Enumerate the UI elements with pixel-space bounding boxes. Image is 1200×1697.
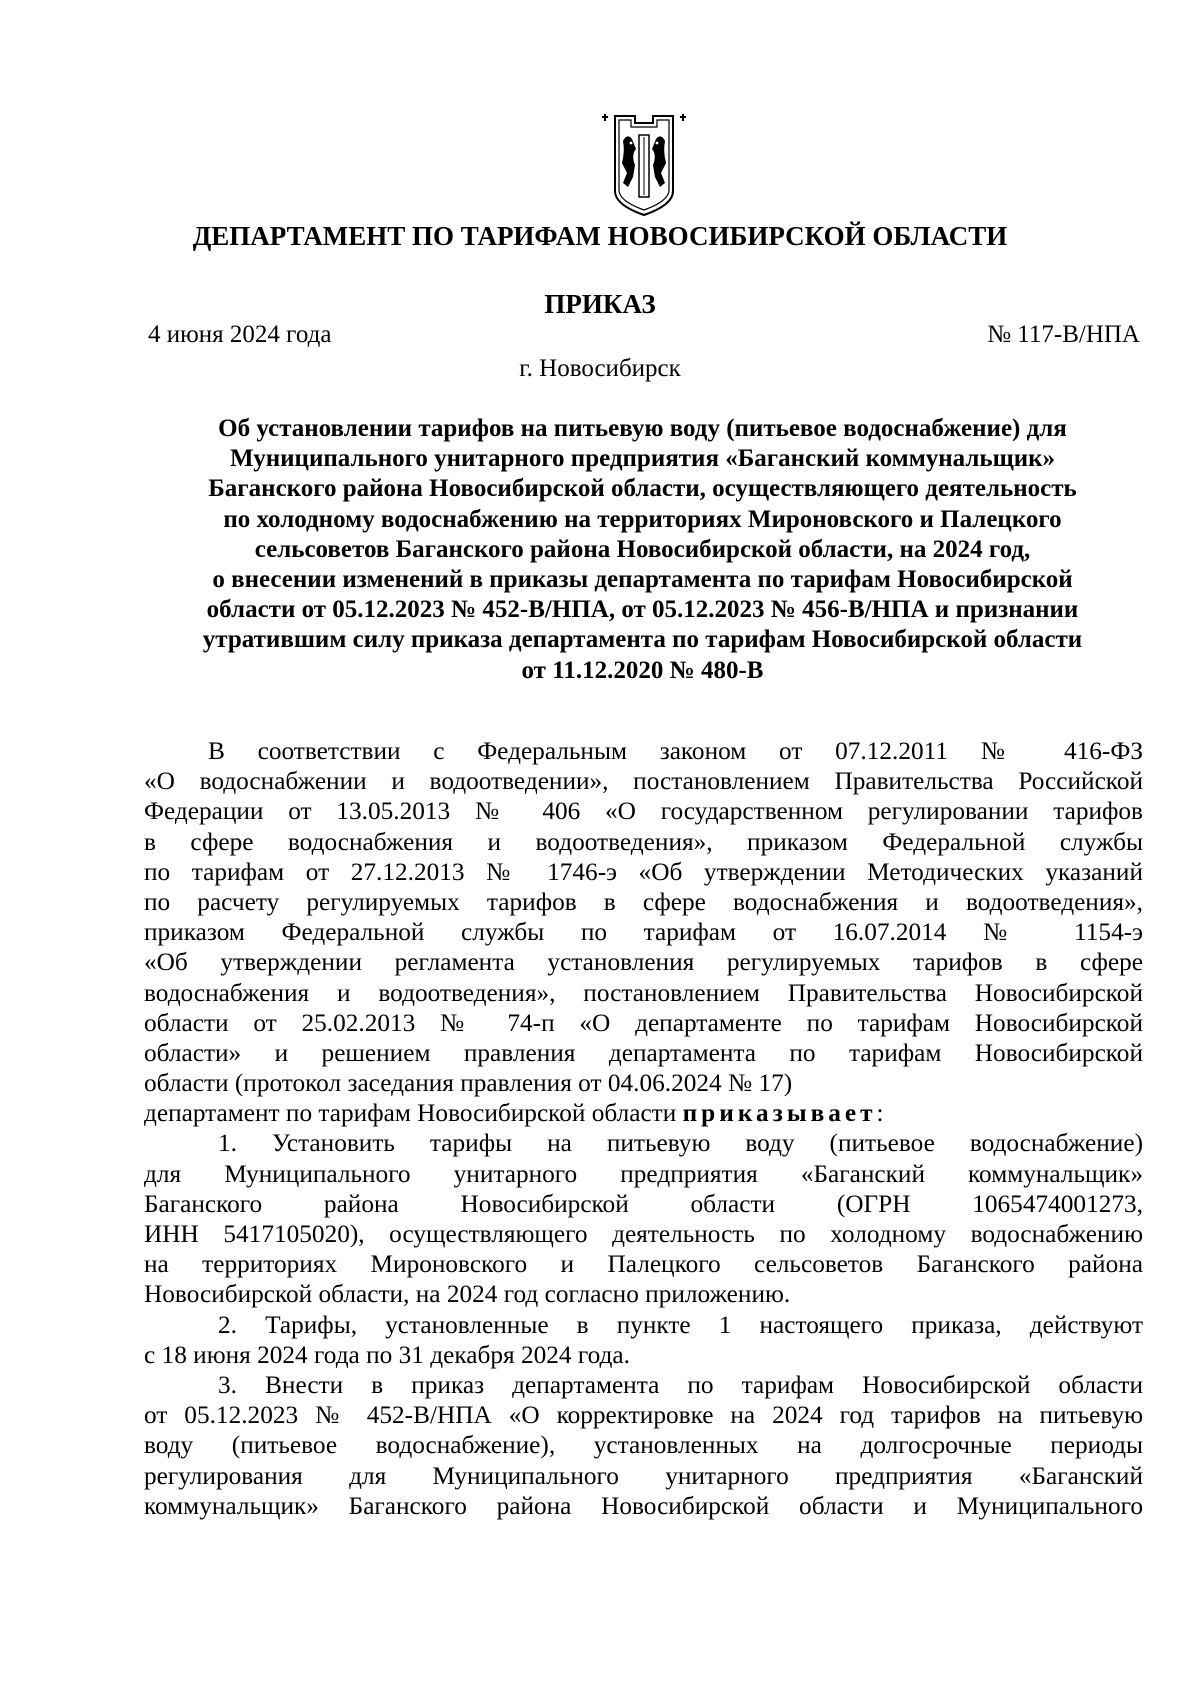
resolution-verb: приказывает (682, 1099, 877, 1128)
preamble-line: «О водоснабжении и водоотведении», постановлением Правительства Российской (144, 767, 1143, 796)
order-body (144, 736, 1143, 1521)
department-title: ДЕПАРТАМЕНТ ПО ТАРИФАМ НОВОСИБИРСКОЙ ОБЛАСТИ (192, 221, 1008, 251)
item-2-line: с 18 июня 2024 года по 31 декабря 2024 года. (144, 1340, 630, 1369)
order-date: 4 июня 2024 года (148, 321, 332, 348)
resolution-suffix: : (876, 1099, 884, 1128)
document-type-title: ПРИКАЗ (544, 289, 656, 319)
preamble-line: области от 25.02.2013 № 74-п «О департаменте по тарифам Новосибирской (144, 1008, 1143, 1037)
preamble-line: области» и решением правления департамента по тарифам Новосибирской (144, 1038, 1143, 1067)
item-1-line: Баганского района Новосибирской области (ОГРН 1065474001273, (144, 1189, 1143, 1218)
item-1-line: для Муниципального унитарного предприятия «Баганский коммунальщик» (144, 1159, 1143, 1188)
preamble-line: «Об утверждении регламента установления регулируемых тарифов в сфере (144, 948, 1143, 977)
order-city: г. Новосибирск (519, 355, 681, 382)
subject-line: Об установлении тарифов на питьевую воду (питьевое водоснабжение) для (218, 415, 1067, 442)
preamble-line: водоснабжения и водоотведения», постановлением Правительства Новосибирской (144, 978, 1143, 1007)
preamble-line: В соответствии с Федеральным законом от 07.12.2011 № 416-ФЗ (208, 737, 1143, 765)
resolution-line (144, 1098, 1143, 1128)
subject-line: Муниципального унитарного предприятия «Баганский коммунальщик» (229, 445, 1056, 473)
preamble-line: по расчету регулируемых тарифов в сфере водоснабжения и водоотведения», (144, 887, 1143, 916)
subject-line: сельсоветов Баганского района Новосибирской области, на 2024 год, (254, 535, 1031, 563)
preamble-line: в сфере водоснабжения и водоотведения», приказом Федеральной службы (144, 827, 1143, 856)
item-1-line: Новосибирской области, на 2024 год согласно приложению. (144, 1280, 791, 1309)
item-3-line: воду (питьевое водоснабжение), установленных на долгосрочные периоды (144, 1431, 1143, 1460)
item-3-line: коммунальщик» Баганского района Новосибирской области и Муниципального (144, 1491, 1143, 1520)
subject-line: утратившим силу приказа департамента по тарифам Новосибирской области (202, 626, 1083, 654)
item-2-line: 2. Тарифы, установленные в пункте 1 настоящего приказа, действуют (218, 1310, 1143, 1339)
subject-line: от 11.12.2020 № 480-В (521, 656, 764, 684)
item-1-line: 1. Установить тарифы на питьевую воду (питьевое водоснабжение) (218, 1129, 1143, 1158)
resolution-prefix: департамент по тарифам Новосибирской области (144, 1099, 683, 1128)
subject-line: о внесении изменений в приказы департамента по тарифам Новосибирской (212, 566, 1073, 594)
order-number: № 117-В/НПА (987, 321, 1140, 348)
subject-line: области от 05.12.2023 № 452-В/НПА, от 05.12.2023 № 456-В/НПА и признании (206, 596, 1079, 624)
item-3-line: регулирования для Муниципального унитарного предприятия «Баганский (144, 1461, 1143, 1490)
item-1-line: ИНН 5417105020), осуществляющего деятельность по холодному водоснабжению (144, 1220, 1143, 1248)
coat-of-arms-emblem-icon (601, 113, 687, 218)
preamble-line: области (протокол заседания правления от 04.06.2024 № 17) (144, 1069, 793, 1098)
preamble-line: Федерации от 13.05.2013 № 406 «О государственном регулировании тарифов (144, 797, 1143, 826)
subject-line: по холодному водоснабжению на территориях Мироновского и Палецкого (223, 505, 1062, 533)
order-subject (140, 414, 1145, 686)
item-1-line: на территориях Мироновского и Палецкого сельсоветов Баганского района (144, 1250, 1143, 1279)
preamble-line: по тарифам от 27.12.2013 № 1746-э «Об утверждении Методических указаний (144, 857, 1143, 886)
item-3-line: 3. Внести в приказ департамента по тарифам Новосибирской области (218, 1370, 1143, 1399)
preamble-line: приказом Федеральной службы по тарифам от 16.07.2014 № 1154-э (144, 918, 1143, 947)
item-3-line: от 05.12.2023 № 452-В/НПА «О корректировке на 2024 год тарифов на питьевую (144, 1401, 1143, 1430)
subject-line: Баганского района Новосибирской области, осуществляющего деятельность (208, 475, 1077, 503)
